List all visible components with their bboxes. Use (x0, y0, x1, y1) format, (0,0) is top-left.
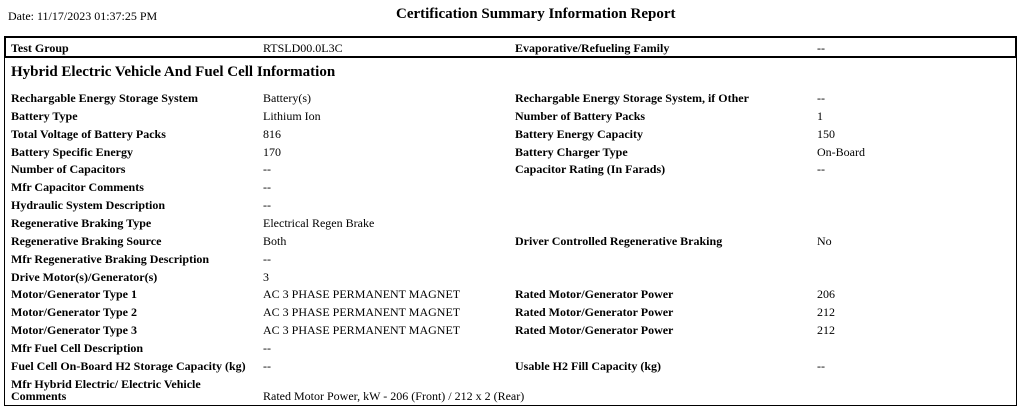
field-label: Fuel Cell On-Board H2 Storage Capacity (kg) (11, 359, 246, 373)
field-value: 1 (817, 109, 823, 123)
comments-value: Rated Motor Power, kW - 206 (Front) / 212 x 2 (Rear) (263, 389, 525, 403)
field-value: -- (263, 252, 271, 266)
field-label: Rechargable Energy Storage System (11, 91, 198, 105)
field-label: Battery Specific Energy (11, 145, 133, 159)
field-label: Capacitor Rating (In Farads) (515, 162, 666, 176)
field-label: Number of Battery Packs (515, 109, 646, 123)
field-value: 816 (263, 127, 281, 141)
field-value: -- (263, 162, 271, 176)
field-label: Rated Motor/Generator Power (515, 305, 674, 319)
field-value: -- (263, 359, 271, 373)
report-date: Date: 11/17/2023 01:37:25 PM (8, 9, 158, 23)
field-label: Mfr Fuel Cell Description (11, 341, 144, 355)
report-title: Certification Summary Information Report (396, 6, 676, 22)
field-value: Battery(s) (263, 91, 311, 105)
field-value: 150 (817, 127, 835, 141)
field-label: Mfr Regenerative Braking Description (11, 252, 210, 266)
field-label: Total Voltage of Battery Packs (11, 127, 166, 141)
field-value: Both (263, 234, 287, 248)
field-value: Electrical Regen Brake (263, 216, 375, 230)
field-label: Driver Controlled Regenerative Braking (515, 234, 723, 248)
field-label: Regenerative Braking Source (11, 234, 162, 248)
comments-label-line1: Mfr Hybrid Electric/ Electric Vehicle (11, 377, 201, 391)
field-value: -- (817, 359, 825, 373)
field-value: -- (263, 341, 271, 355)
field-value: AC 3 PHASE PERMANENT MAGNET (263, 287, 461, 301)
field-value: -- (817, 162, 825, 176)
field-label: Rated Motor/Generator Power (515, 287, 674, 301)
field-label: Regenerative Braking Type (11, 216, 152, 230)
evap-family-value: -- (817, 41, 825, 55)
field-label: Motor/Generator Type 1 (11, 287, 137, 301)
field-value: On-Board (817, 145, 865, 159)
field-label: Mfr Capacitor Comments (11, 180, 144, 194)
field-label: Hydraulic System Description (11, 198, 165, 212)
field-value: 212 (817, 305, 835, 319)
field-value: No (817, 234, 832, 248)
evap-family-label: Evaporative/Refueling Family (515, 41, 670, 55)
test-group-value: RTSLD00.0L3C (263, 41, 343, 55)
field-value: Lithium Ion (263, 109, 321, 123)
comments-label-line2: Comments (11, 389, 67, 403)
field-label: Usable H2 Fill Capacity (kg) (515, 359, 661, 373)
field-label: Rechargable Energy Storage System, if Other (515, 91, 749, 105)
field-value: -- (817, 91, 825, 105)
field-label: Number of Capacitors (11, 162, 126, 176)
field-label: Rated Motor/Generator Power (515, 323, 674, 337)
field-value: 206 (817, 287, 835, 301)
field-label: Battery Charger Type (515, 145, 628, 159)
field-label: Battery Type (11, 109, 78, 123)
test-group-label: Test Group (11, 41, 69, 55)
section-title: Hybrid Electric Vehicle And Fuel Cell Information (11, 64, 336, 80)
field-value: AC 3 PHASE PERMANENT MAGNET (263, 323, 461, 337)
field-value: 212 (817, 323, 835, 337)
field-value: 170 (263, 145, 281, 159)
field-value: 3 (263, 270, 269, 284)
field-label: Motor/Generator Type 3 (11, 323, 137, 337)
field-value: -- (263, 180, 271, 194)
field-label: Drive Motor(s)/Generator(s) (11, 270, 158, 284)
field-label: Motor/Generator Type 2 (11, 305, 137, 319)
field-label: Battery Energy Capacity (515, 127, 643, 141)
field-value: -- (263, 198, 271, 212)
test-group-row (4, 36, 1017, 58)
field-value: AC 3 PHASE PERMANENT MAGNET (263, 305, 461, 319)
